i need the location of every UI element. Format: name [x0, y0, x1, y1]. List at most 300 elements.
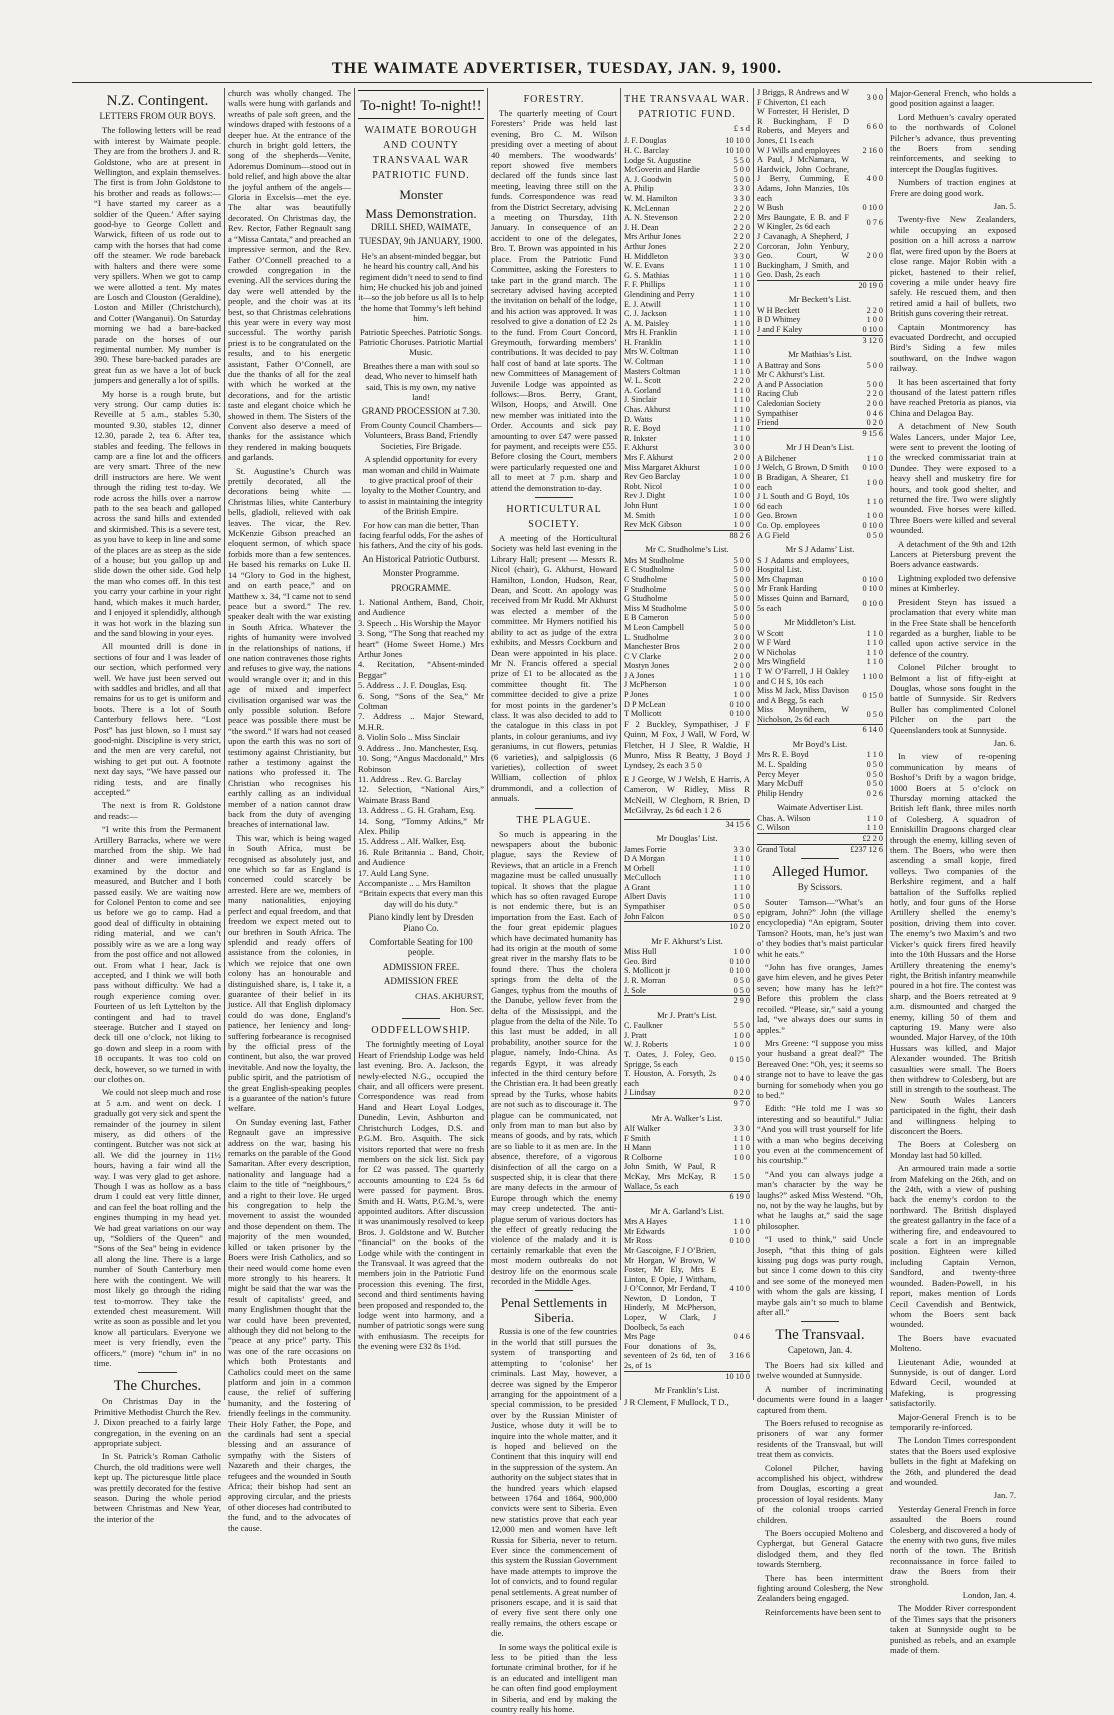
total-row: 20 19 0	[757, 280, 883, 291]
column-divider	[753, 88, 754, 1400]
currency-header: £ s d	[733, 123, 750, 133]
fund-name: WAIMATE BOROUGH AND COUNTY TRANSVAAL WAR PATRIOTIC FUND.	[364, 125, 478, 181]
subscription-row	[624, 680, 750, 690]
subscription-row	[624, 395, 750, 405]
donor-name: S J Adams and employees, Hospital List.	[757, 555, 849, 575]
subscription-row	[624, 424, 750, 434]
subscription-row	[624, 1088, 750, 1098]
subscription-row	[624, 986, 750, 996]
donation-amount: 2 0 0	[733, 453, 750, 462]
subscription-row	[757, 315, 883, 325]
subscription-row	[757, 361, 883, 371]
event-date: TUESDAY, 9th JANUARY, 1900.	[359, 236, 483, 247]
donation-amount: 1 1 0	[733, 863, 750, 873]
donation-amount: 0 10 0	[729, 709, 750, 719]
subscription-row	[624, 700, 750, 710]
donor-name: Mr Edwards	[624, 1226, 665, 1236]
verse: For how can man die better, Than facing fearful odds, For the ashes of his fathers, And the city of his gods.	[359, 519, 483, 551]
secretary-title: Hon. Sec.	[450, 1004, 484, 1015]
donor-name: Percy Meyer	[757, 769, 800, 779]
donor-name: S. Mollicott jr	[624, 966, 671, 976]
programme-item: 13. Address .. G. H. Graham, Esq.	[358, 805, 476, 816]
subscription-table	[757, 454, 883, 540]
donor-name: Friend	[757, 418, 779, 428]
donation-amount: 0 2 0	[733, 1088, 750, 1098]
donation-amount: 2 2 0	[733, 222, 750, 232]
subscription-row	[624, 1162, 750, 1191]
subscription-row	[757, 638, 883, 648]
outburst-line: An Historical Patriotic Outburst.	[362, 553, 480, 564]
subscription-row	[757, 107, 883, 145]
donation-amount: 5 0 0	[733, 622, 750, 632]
donation-amount: 5 5 0	[733, 155, 750, 165]
donation-amount: 2 2 0	[733, 241, 750, 251]
subscription-row	[624, 511, 750, 521]
donation-amount: 10 10 0	[725, 146, 750, 155]
subscription-table	[757, 88, 883, 280]
article-paragraph: “John has five oranges, James gave him eleven, and he gives Peter seven; how many has he left?” Before this problem the class recoiled. “Please, sir,” said a young lad, “we always does our sums in apples.”	[757, 962, 883, 1035]
subscription-row	[624, 136, 750, 146]
subscription-row	[624, 309, 750, 319]
donor-name: F. F. Phillips	[624, 280, 666, 290]
donor-name: Mr Ross	[624, 1236, 652, 1246]
donor-name: Miss Margaret Akhurst	[624, 462, 700, 472]
donor-name: Mrs F. Akhurst	[624, 453, 674, 462]
donation-amount: 1 1 0	[733, 299, 750, 309]
total-row: 10 2 0	[624, 921, 750, 932]
subscription-row	[624, 556, 750, 566]
donor-name: A. Gorland	[624, 385, 661, 395]
subscription-row	[624, 204, 750, 214]
subscription-row	[624, 873, 750, 883]
piano-note: Piano kindly lent by Dresden Piano Co.	[368, 912, 474, 933]
grand-total-row: Grand Total £237 12 6	[757, 844, 883, 854]
donation-amount: 0 4 6	[733, 1332, 750, 1342]
total-row: 2 9 0	[624, 995, 750, 1006]
donor-name: J Welch, G Brown, D Smith	[757, 463, 849, 473]
transvaal-heading: The Transvaal.	[775, 1327, 865, 1344]
donation-amount: 1 0 0	[733, 1226, 750, 1236]
donor-name: W. M. Hamilton	[624, 193, 678, 203]
donation-amount: 1 1 0	[866, 813, 883, 823]
subscription-row	[624, 453, 750, 463]
donation-amount: 5 5 0	[733, 1021, 750, 1031]
dateline: Jan. 6.	[993, 737, 1016, 748]
donor-name: W Scott	[757, 628, 784, 638]
subscription-row	[624, 242, 750, 252]
total-row: 6 14 0	[757, 724, 883, 735]
donor-name: Robt. Nicol	[624, 481, 663, 491]
donor-name: John Falcon	[624, 911, 664, 921]
subscription-row	[757, 399, 883, 409]
subscription-row	[624, 845, 750, 855]
article-paragraph: President Steyn has issued a proclamation that every white man in the Free State shall be henceforth regarded as a burgher, liable to be called upon active service in the defence of the country.	[890, 596, 1016, 659]
article-paragraph: The Boers occupied Molteno and Cyphergat, but General Gatacre dislodged them, and they fled towards Sternberg.	[757, 1527, 883, 1570]
list-heading: Mr Boyd’s List.	[792, 739, 848, 750]
donation-amount: 2 0 0	[866, 399, 883, 409]
donor-name: Masters Coltman	[624, 366, 681, 376]
subscription-row	[624, 854, 750, 864]
subscription-row	[757, 760, 883, 770]
donor-name: B D Whitney	[757, 315, 801, 325]
subscription-row	[624, 1143, 750, 1153]
subscription-row	[624, 386, 750, 396]
column-4	[491, 88, 618, 1715]
donation-amount: 0 10 0	[729, 966, 750, 976]
donation-amount: 0 5 0	[866, 769, 883, 779]
venue: DRILL SHED, WAIMATE,	[371, 222, 471, 232]
procession: GRAND PROCESSION at 7.30.	[361, 405, 481, 416]
donation-amount: 1 1 0	[733, 892, 750, 902]
total-row: 3 12 0	[757, 335, 883, 346]
donation-amount: 0 2 6	[866, 788, 883, 798]
article-paragraph: A number of incriminating documents were found in a laager captured from them.	[757, 1383, 883, 1415]
programme-item: 11. Address .. Rev. G. Barclay	[358, 773, 462, 784]
subscription-row	[757, 492, 883, 511]
article-paragraph: So much is appearing in the newspapers about the bubonic plague, says the Review of Reviews, that an article in a French magazine must be called unusually topical. It shows that the plague which has so often ravaged Europe is not endemic there, but is an importation from the East. Each of the four great epidemic plagues which have decimated humanity has had its origin at the mouth of some great river in the marshy flats to be found there. Thus the cholera springs from the delta of the Ganges, typhus from the mouths of the Danube, yellow fever from the delta of the Mississippi, and the plague from the delta of the Nile. To this last must be added, in all probability, another source for the plague, namely, Indo-China. As regards Egypt, it was already infected in the third century before the Christian era. It had been greatly spread by the Turks, whose habits are not such as to discourage it. The plague can be communicated, not only from man to man but also by means of goods, and by rats, which are so liable to it as men are. In the absence, therefore, of a vigorous disinfection of all the cargo on a suspected ship, it is clear that there are many defects in the armour of Europe through which the enemy may creep undetected. The anti-plague serum of various doctors has the effect of greatly reducing the violence of the malady and it is certainly remarkable that even the most modern outbreaks do not destroy life on the enormous scale recorded in the Middle Ages.	[491, 828, 617, 1287]
donation-amount: 2 0 0	[733, 661, 750, 671]
subscription-row	[624, 892, 750, 902]
donor-name: R. Inkster	[624, 433, 657, 443]
column-3	[358, 88, 484, 1402]
contingent-heading: N.Z. Contingent.	[106, 93, 209, 109]
article-paragraph: It has been ascertained that forty thousand of the latest pattern rifles have reached Pretoria as pianos, via China and Delagoa Bay.	[890, 376, 1016, 418]
subscription-row	[624, 883, 750, 893]
subscription-row	[757, 814, 883, 824]
subscription-row	[624, 864, 750, 874]
subscription-row	[624, 575, 750, 585]
subscription-row	[757, 823, 883, 833]
article-paragraph: Reinforcements have been sent to	[765, 1606, 881, 1617]
list-heading: Mr Middleton’s List.	[784, 617, 856, 628]
donation-amount: 0 10 0	[862, 325, 883, 335]
donation-amount: 5 0 0	[733, 165, 750, 175]
donation-amount: 0 10 0	[729, 956, 750, 966]
donation-amount: 2 2 0	[866, 389, 883, 399]
article-paragraph: The next is from R. Goldstone and reads:—	[94, 800, 221, 821]
programme-item: 1. National Anthem, Band, Choir, and Audience	[358, 597, 484, 618]
donor-name: Mostyn Jones	[624, 661, 670, 671]
donation-amount: 3 3 0	[733, 193, 750, 203]
donor-name: James Forrie	[624, 844, 667, 854]
subscription-row	[624, 280, 750, 290]
donor-name: A Paul, J McNamara, W Hardwick, John Cochrane, J Berry, Cumming, E Adams, John Manzies, 10s each	[757, 155, 849, 203]
donor-name: Sympathiser	[624, 902, 665, 912]
subscription-row	[624, 415, 750, 425]
article-paragraph: The Boers refused to recognise as prisoners of war any former residents of the Transvaal, but will treat them as convicts.	[757, 1417, 883, 1460]
programme-item: 3. Speech .. His Worship the Mayor	[358, 617, 481, 628]
total-row: £2 2 0	[757, 833, 883, 844]
donation-amount: 1 1 0	[866, 647, 883, 657]
donor-name: E C Studholme	[624, 565, 675, 575]
donation-amount: 0 5 0	[733, 976, 750, 986]
donor-name: Misses Quinn and Barnard, 5s each	[757, 593, 849, 613]
subscription-table	[624, 136, 750, 529]
list-heading: Mr C. Studholme’s List.	[645, 544, 729, 555]
section-rule	[801, 1321, 839, 1322]
donation-amount: 3 3 0	[733, 1123, 750, 1133]
subscription-row	[624, 328, 750, 338]
donation-amount: 2 2 0	[733, 213, 750, 223]
donor-name: H Mann	[624, 1143, 652, 1153]
donor-name: Mr Gascoigne, F J O’Brien, Mr Horgan, W Brown, W Foster, Mr Ely, Mrs E Linton, E Opie, J Wittham, J O’Connor, Mr Ferdand, T Newton, D London, T Hinderly, M McPherson, Lopez, W Clark, J Doolbeck, 5s each	[624, 1245, 716, 1332]
article-paragraph: Souter Tamson—“What’s an epigram, John?” John (the village encyclopedia) “An epigram, Souter Tamson? Hoots, man, he’s just wan o’ they bodies that’s maist particular whit he eats.”	[757, 896, 883, 959]
donation-amount: 1 1 0	[733, 309, 750, 319]
subscription-row	[624, 520, 750, 530]
article-paragraph: The Boers have evacuated Molteno.	[890, 1332, 1016, 1354]
masthead-rule	[72, 82, 1092, 83]
subscription-row	[624, 1217, 750, 1227]
donor-name: Caledonian Society	[757, 399, 821, 409]
subscription-row	[757, 370, 883, 380]
donor-name: Chas. A. Wilson	[757, 813, 811, 823]
donation-amount	[849, 556, 883, 575]
article-paragraph: A detachment of New South Wales Lancers, under Major Lee, were sent to prevent the looting of the wrecked commissariat train at Dundee. They were exposed to a heavy shell and musketry fire for hours, and took good shelter, and returned the fire. Two were slightly wounded. Five horses were killed. Three Boers were killed and several wounded.	[890, 421, 1016, 536]
donation-amount: 1 1 0	[733, 1133, 750, 1143]
donation-amount: 1 1 0	[733, 270, 750, 280]
article-paragraph: Captain Montmorency has evacuated Dordrecht, and occupied Bird’s Siding a few miles southward, on the Indwe wagon railway.	[890, 321, 1016, 374]
donation-amount: 0 4 0	[733, 1073, 750, 1083]
subscription-row	[624, 1040, 750, 1050]
column-1	[94, 88, 221, 1524]
donation-amount: 1 1 0	[733, 328, 750, 338]
donation-amount: 5 0 0	[866, 360, 883, 370]
donation-amount: 0 10 0	[862, 574, 883, 584]
programme-item: 6. Song, “Sons of the Sea,” Mr Coltman	[358, 690, 484, 712]
donation-amount: 3 0 0	[866, 92, 883, 102]
donor-name: J A Jones	[624, 670, 655, 680]
subscription-table	[757, 814, 883, 833]
donation-amount: 2 2 0	[866, 305, 883, 315]
donor-name: Mr C Akhurst’s List.	[757, 370, 825, 380]
donor-group: E J George, W J Welsh, E Harris, A Cameron, W Ridley, Miss R McNeill, W Cleghorn, R Brien, D McGilvray, 2s 6d each 1 2 6	[624, 773, 750, 816]
donor-name: Mary McDuff	[757, 779, 804, 789]
donor-name: C Studholme	[624, 574, 667, 584]
donation-amount: 0 5 0	[733, 985, 750, 995]
donor-name: A Battray and Sons	[757, 360, 821, 370]
donation-amount: 1 0 0	[733, 500, 750, 510]
donation-amount: 1 10 0	[862, 671, 883, 681]
donor-name: J. H. Dean	[624, 222, 659, 232]
subscription-row	[757, 473, 883, 492]
donor-group: J R Clement, F Mullock, T D.,	[624, 1396, 729, 1407]
plague-heading: THE PLAGUE.	[516, 814, 592, 826]
donor-name: McCulloch	[624, 873, 661, 883]
donation-amount: 0 5 0	[866, 760, 883, 770]
article-paragraph: The Boers had six killed and twelve wounded at Sunnyside.	[757, 1359, 883, 1381]
donor-name: Racing Club	[757, 389, 799, 399]
subscription-row	[624, 367, 750, 377]
article-paragraph: The Modder River correspondent of the Times says that the prisoners taken at Sunnyside ought to be punished as rebels, and an example made of them.	[890, 1603, 1016, 1656]
donor-name: D A Morgan	[624, 854, 665, 864]
donation-amount: 0 4 6	[866, 408, 883, 418]
subscription-row	[757, 667, 883, 686]
programme-item: Accompaniste .. .. Mrs Hamilton	[358, 877, 471, 888]
donor-name: H. Middleton	[624, 251, 669, 261]
total-row: 34 15 6	[624, 819, 750, 830]
donation-amount: 1 1 0	[866, 657, 883, 667]
donation-amount: 1 0 0	[733, 510, 750, 520]
donation-amount	[849, 370, 883, 380]
subscription-row	[757, 463, 883, 473]
donation-amount: 1 1 0	[733, 395, 750, 405]
donor-name: M. L. Spalding	[757, 760, 807, 770]
donation-amount: 1 1 0	[733, 882, 750, 892]
donor-name: T W O’Farrell, J H Oakley and C H S, 10s each	[757, 666, 849, 686]
dateline: Jan. 7.	[993, 1490, 1016, 1501]
article-paragraph: A meeting of the Horticultural Society was held last evening in the Library Hall; present — Messrs R. Nicol (chair), G. Akhurst, Howard Hamilton, London, Hudson, Rear, Dean, and Scott. An apology was received from Mr Rudd. Mr Akhurst was elected a member of the committee. Mr Hymers notified his ability to act as judge of the extra exhibits, and Messrs Cockburn and Dean were appointed in his place. Mr N. Francis offered a special prize of £1 to be allocated as the committee thought fit. The committee decided to give a prize for most points in the gardener’s class. It was also decided to add to the catalogue in this class in pot plants, in colour geraniums, and ivy geraniums, in cut flowers, petunias (6 varieties), and salpiglossis (6 varieties), collection of sweet William, collection of phlox drummondi, and a collection of annuals.	[491, 533, 617, 804]
subscription-row	[624, 690, 750, 700]
subscription-row	[624, 642, 750, 652]
subscription-row	[757, 203, 883, 213]
subscription-row	[757, 232, 883, 280]
programme-item: 15. Address .. Alf. Walker, Esq.	[358, 836, 466, 847]
list-heading: Waimate Advertiser List.	[777, 802, 863, 813]
programme-item: 5. Address .. J. F. Douglas, Esq.	[358, 680, 467, 691]
donor-name: Co. Op. employees	[757, 520, 820, 530]
subscription-row	[624, 1031, 750, 1041]
donation-amount: 1 1 0	[733, 405, 750, 415]
subscription-table	[757, 629, 883, 725]
subscription-row	[757, 556, 883, 575]
donation-amount: 1 1 0	[733, 280, 750, 290]
subscription-table	[757, 361, 883, 428]
article-paragraph: On Sunday evening last, Father Regnault gave an impressive address on the war, basing his remarks on the parable of the Good Samaritan. After every description, nationality and language had a claim to the title of “neighbours,” and a right to their love. He urged his congregation to help the movement to assist the wounded and those dependent on them. The majority of the men wounded, killed or taken prisoner by the Boers were Irish Catholics, and so their need would come home even more strongly to his hearers. It might be said that the war was the result of capitalists’ greed, and many Englishmen thought that the war could have been prevented, although they did not belong to the “peace at any price” party. This was one of the rare occasions on which both Protestants and Catholics could meet on the same platform and join in a common cause, the relief of suffering humanity, and the fostering of friendly feelings in the community. Their Holy Father, the Pope, and the cardinals had sent a special blessing and an assurance of sympathy with the Sisters of Nazareth and their charges, the refugees and the wounded in South Africa; their bishop had sent an approving circular, and the priests of other dioceses had contributed to the fund, and to the advocates of the cause.	[228, 1116, 351, 1533]
programme-item: 14. Song, “Tommy Atkins,” Mr Alex. Philip	[358, 815, 484, 836]
donation-amount: 0 10 0	[729, 699, 750, 709]
programme-item: 10. Song, “Angus Macdonald,” Mrs Robinson	[358, 753, 484, 774]
list-heading: Mr A. Walker’s List.	[651, 1112, 723, 1123]
donation-amount: 2 0 0	[733, 651, 750, 661]
donor-name: John Hunt	[624, 500, 658, 510]
column-6	[757, 88, 883, 1617]
subscription-table	[624, 1021, 750, 1098]
donation-amount: 1 1 0	[866, 823, 883, 833]
donor-name: Mr Frank Harding	[757, 584, 818, 594]
donation-amount: 2 0 0	[866, 251, 883, 261]
subscription-row	[624, 709, 750, 719]
donation-amount: 0 10 0	[862, 584, 883, 594]
programme-list	[358, 597, 484, 888]
donor-name: D P McLean	[624, 699, 666, 709]
donation-amount: 4 0 0	[866, 174, 883, 184]
donor-group: F 2 Buckley, Sympathiser, J F Quinn, M Fox, J Wall, W Ford, W Fletcher, H J Slee, R Waldie, H Munro, Miss R Beatty, J Boyd J Lyndsey, 2s each 3 5 0	[624, 718, 750, 771]
article-paragraph: Mrs Greene: “I suppose you miss your husband a great deal?” The Bereaved One: “Oh, yes; it seems so strange not to have to leave the gas burning for somebody when you go to bed.”	[757, 1037, 883, 1100]
donor-name: B Bradigan, A Shearer, £1 each	[757, 473, 849, 492]
subscription-row	[624, 443, 750, 453]
donation-amount: 0 5 0	[866, 779, 883, 789]
article-paragraph: The Boers at Colesberg on Monday last had 50 killed.	[890, 1139, 1016, 1160]
list-heading: Mr Mathias’s List.	[788, 349, 852, 360]
donor-name: Mrs Baungate, E B. and F W Kingler, 2s 6d each	[757, 212, 849, 232]
subscription-row	[624, 347, 750, 357]
donation-amount: 1 1 0	[733, 854, 750, 864]
donor-name: W. L. Scott	[624, 376, 661, 386]
subscription-row	[624, 613, 750, 623]
programme-item: 16. Rule Britannia .. Band, Choir, and Audience	[358, 846, 484, 868]
verse: Breathes there a man with soul so dead, Who never to himself hath said, This is my own, my native land!	[363, 360, 479, 403]
donor-name: K. McLennan	[624, 203, 670, 213]
donor-name: Arthur Jones	[624, 241, 667, 251]
article-paragraph: Russia is one of the few countries in the world that still pursues the system of transporting and attempting to ‘colonise’ her criminals. Last May, however, a decree was signed by the Emperor arranging for the appointment of a special commission, to be presided over by the Russian Minister of Justice, whose duty it will be to inquire into the whole matter, and it is hoped and believed on the Continent that this inquiry will end in the suppression of the system. An authority on the subject states that in the hundred years which elapsed between 1764 and 1864, 900,000 convicts were sent to Siberia. Even new statistics prove that each year 12,000 men and women have left Russia for Siberia, never to return. Ever since the commencement of this system the Russian Government have made attempts to improve the lot of convicts, and to found regular penal settlements. A great number of prisoners escape, and it is said that of every five sent there only one really remains, the others escape or die.	[491, 1326, 618, 1639]
donor-name: Miss Moynihem, W Nicholson, 2s 6d each	[757, 705, 849, 724]
subscription-row	[624, 252, 750, 262]
article-paragraph: On Christmas Day in the Primitive Methodist Church the Rev. J. Dixon preached to a fairly large congregation, in the evening on an appropriate subject.	[94, 1396, 221, 1448]
donation-amount: 1 1 0	[733, 873, 750, 883]
article-paragraph: In St. Patrick’s Roman Catholic Church, the old traditions were well kept up. The picturesque little place was prettily decorated for the festive season. During the whole period between Christmas and New Year, the interior of the	[94, 1451, 221, 1524]
subscription-row	[624, 1246, 750, 1332]
donation-amount: 1 0 0	[733, 481, 750, 491]
subscription-row	[757, 531, 883, 541]
donor-name: M Orbell	[624, 863, 655, 873]
list-heading: Mr J H Dean’s List.	[785, 442, 855, 453]
donor-name: W H Beckett	[757, 305, 800, 315]
donor-name: A. J. Goodwin	[624, 174, 672, 184]
donation-amount: 0 10 0	[729, 1236, 750, 1246]
donor-name: Geo. Bird	[624, 956, 657, 966]
total-row: 10 10 0	[624, 1371, 750, 1382]
subscription-row	[624, 175, 750, 185]
donor-name: R Colborne	[624, 1152, 662, 1162]
donation-amount: 1 0 0	[733, 472, 750, 482]
subscription-row	[624, 585, 750, 595]
donor-name: J McPherson	[624, 680, 667, 690]
subscription-row	[757, 648, 883, 658]
donor-name: Mrs Page	[624, 1332, 656, 1342]
column-divider	[620, 88, 621, 1400]
donor-name: W. E. Evans	[624, 261, 665, 271]
donation-amount: 1 1 0	[866, 750, 883, 760]
list-heading: Mr F. Akhurst’s List.	[651, 935, 723, 946]
donation-amount: 0 15 0	[729, 1054, 750, 1064]
subscription-row	[757, 511, 883, 521]
byline: By Scissors.	[797, 882, 843, 893]
masthead: THE WAIMATE ADVERTISER, TUESDAY, JAN. 9, 1900.	[331, 60, 783, 77]
donor-name: Mrs H. Franklin	[624, 328, 677, 338]
article-paragraph: There has been intermittent fighting around Colesberg, the New Zealanders being engaged.	[757, 1572, 883, 1604]
subscription-row	[624, 661, 750, 671]
column-7	[890, 88, 1016, 1656]
donor-name: Philip Hendry	[757, 788, 804, 798]
subscription-row	[624, 947, 750, 957]
donor-name: C. J. Jackson	[624, 309, 667, 319]
subscription-row	[757, 306, 883, 316]
dateline: Capetown, Jan. 4.	[787, 1345, 853, 1356]
subscription-row	[624, 165, 750, 175]
subscription-table	[624, 947, 750, 995]
donation-amount: 1 1 0	[733, 670, 750, 680]
dateline: London, Jan. 4.	[962, 1590, 1016, 1601]
programme-item: 8. Violin Solo .. Miss Sinclair	[358, 732, 460, 743]
donation-amount: 5 0 0	[733, 594, 750, 604]
britain-quote: “Britain expects that every man this day will do his duty.”	[359, 888, 483, 909]
subscription-row	[624, 482, 750, 492]
subscription-row	[624, 156, 750, 166]
subscription-row	[624, 1050, 750, 1069]
donation-amount: 5 0 0	[733, 584, 750, 594]
subscription-row	[624, 1332, 750, 1342]
subscription-row	[624, 232, 750, 242]
donation-amount: 1 1 0	[866, 496, 883, 506]
subscription-row	[624, 223, 750, 233]
monster-heading: Monster	[399, 187, 443, 202]
subscription-row	[624, 463, 750, 473]
donor-name: A Bilchener	[757, 453, 797, 463]
donor-name: W. Coltman	[624, 357, 664, 367]
donor-name: Geo. Brown	[757, 511, 798, 521]
donation-amount: 1 1 0	[866, 638, 883, 648]
subscription-row	[624, 184, 750, 194]
